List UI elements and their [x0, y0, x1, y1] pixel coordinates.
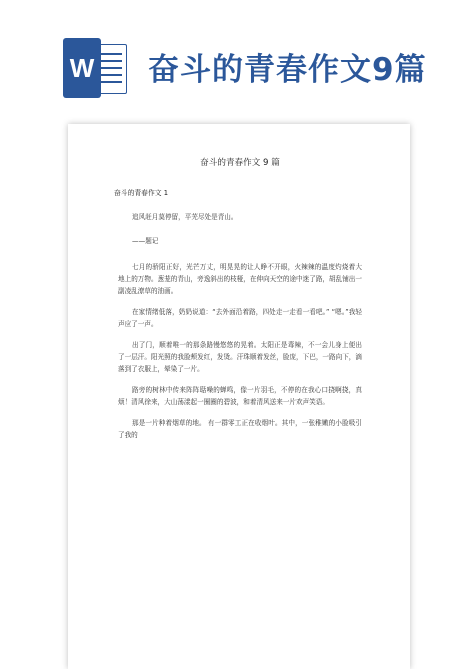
- paragraph: 七月的骄阳正好，光芒万丈，明晃晃的让人睁不开眼，火辣辣的温度灼烧着大地上的万物。葱茏的青山，旁逸斜出的枝桠，在伸向天空的途中迷了路，胡乱铺出一副凌乱潦草的油画。: [118, 263, 362, 295]
- word-icon: [63, 38, 127, 98]
- page-title: 奋斗的青春作文 9 篇: [200, 158, 280, 168]
- document-title: 奋斗的青春作文9篇: [148, 52, 427, 88]
- document-page-preview: [68, 124, 410, 669]
- paragraph: 在家情绪低落，奶奶说道：“去外面沿着路，四处走一走看一看吧。” “嗯。”我轻声应了一声。: [118, 308, 362, 328]
- word-icon-badge: W: [63, 38, 101, 98]
- section-title: 奋斗的青春作文 1: [114, 189, 169, 197]
- document-banner: [0, 0, 474, 118]
- paragraph: 那是一片种着烟草的地。 有一群零工正在收烟叶。其中，一张稚嫩的小脸吸引了我的: [118, 419, 362, 439]
- paragraph: 路旁的树林中传来阵阵聒噪的蝉鸣，像一片羽毛，不停的在我心口挠啊挠，真烦！清风徐来，大山荡漾起一圈圈的碧波，和着清风送来一片欢声笑语。: [118, 386, 362, 406]
- paragraph-epigraph: 追风赶月莫停留，平芜尽处是青山。: [132, 213, 238, 221]
- paragraph-epigraph-label: ——题记: [132, 237, 159, 245]
- paragraph: 出了门，顺着唯一的那条路慢悠悠的晃着。太阳正是毒辣，不一会儿身上便出了一层汗。阳光照的我脸颊发红，发烫。汗珠顺着发丝，脸庞，下巴，一路向下，滴落到了衣服上，晕染了一片。: [118, 341, 362, 373]
